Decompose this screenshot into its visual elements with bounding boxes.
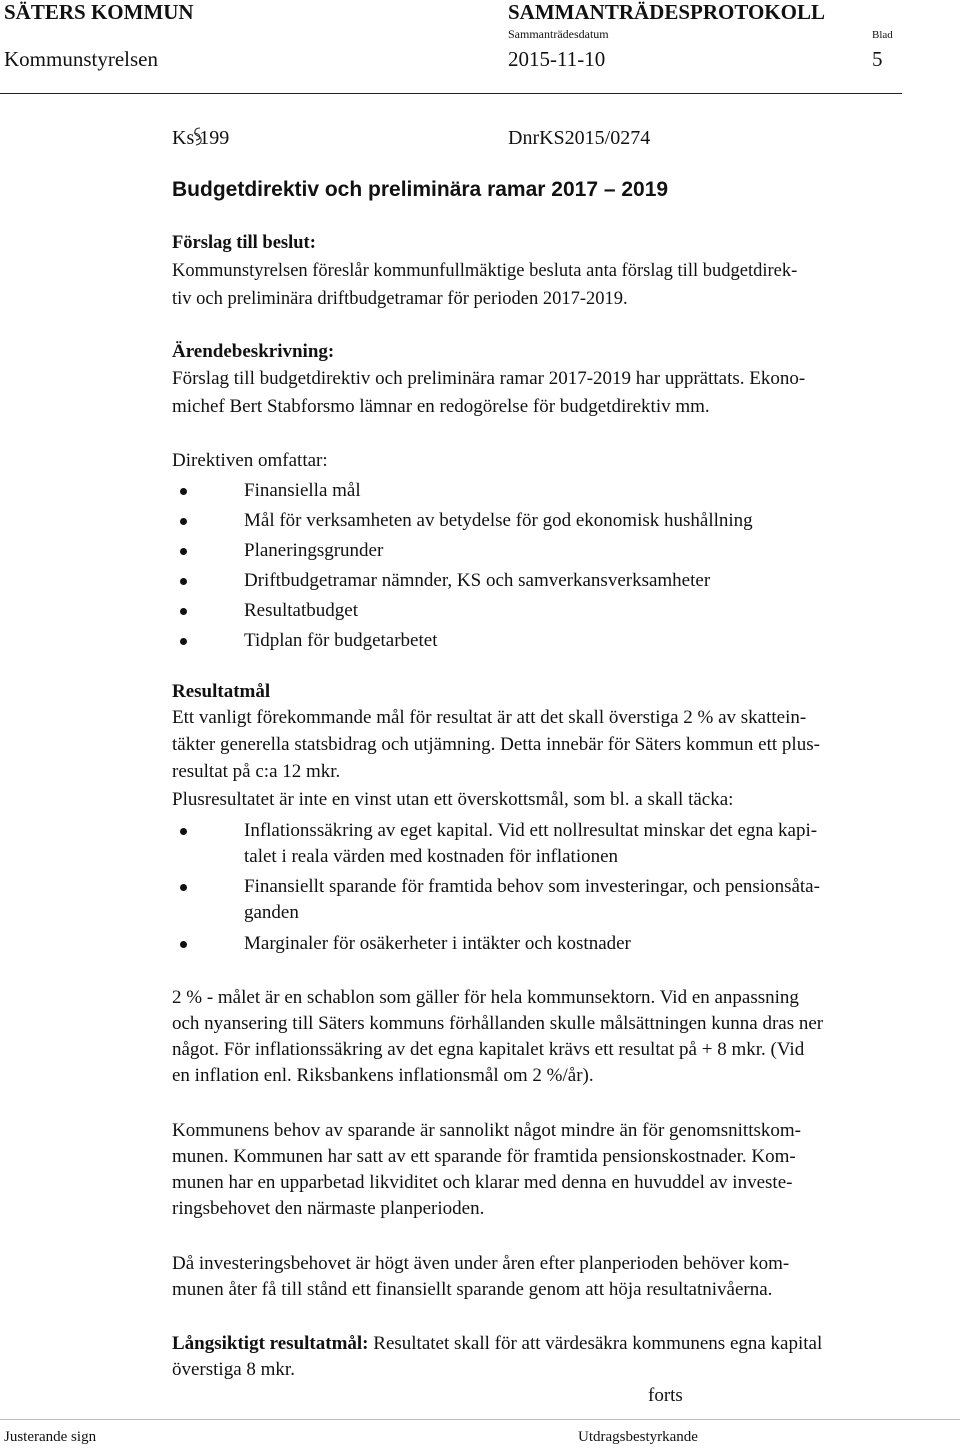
page-number: 5 bbox=[872, 47, 883, 71]
date-label: Sammanträdesdatum bbox=[508, 27, 609, 41]
paragraph-invest: Då investeringsbehovet är högt även under åren efter planperioden behöver kom- munen åter få till stånd ett finansiellt sparande genom att höja resultatnivåerna. bbox=[172, 1253, 790, 1300]
case-number: Ks 199 bbox=[172, 127, 230, 149]
meeting-date: 2015-11-10 bbox=[508, 47, 606, 71]
bullet-icon bbox=[180, 518, 187, 525]
page-label: Blad bbox=[872, 29, 893, 41]
doc-type: SAMMANTRÄDESPROTOKOLL bbox=[508, 0, 825, 24]
list-item: Finansiella mål bbox=[172, 478, 960, 504]
header-rule bbox=[0, 93, 902, 94]
list-item: Tidplan för budgetarbetet bbox=[172, 628, 960, 654]
proposal-heading: Förslag till beslut: bbox=[172, 233, 316, 253]
dnr: DnrKS2015/0274 bbox=[508, 127, 651, 149]
list-item: Mål för verksamheten av betydelse för god ekonomisk hushållning bbox=[172, 508, 960, 534]
list-item: Driftbudgetramar nämnder, KS och samverkansverksamheter bbox=[172, 568, 960, 594]
bullet-icon bbox=[180, 488, 187, 495]
bullet-icon bbox=[180, 638, 187, 645]
list-item: Resultatbudget bbox=[172, 598, 960, 624]
section-sign-icon bbox=[190, 126, 204, 150]
result-goal-line-2: täkter generella statsbidrag och utjämning. Detta innebär för Säters kommun ett plus- bbox=[172, 734, 820, 755]
bullet-icon bbox=[180, 548, 187, 555]
description-heading: Ärendebeskrivning: bbox=[172, 341, 335, 362]
body-name: Kommunstyrelsen bbox=[4, 47, 158, 71]
long-term-goal: Långsiktigt resultatmål: Resultatet skall för att värdesäkra kommunens egna kapital överstiga 8 mkr. bbox=[172, 1333, 823, 1380]
description-line-2: michef Bert Stabforsmo lämnar en redogörelse för budgetdirektiv mm. bbox=[172, 396, 710, 417]
proposal-line-2: tiv och preliminära driftbudgetramar för perioden 2017-2019. bbox=[172, 289, 628, 309]
bullet-icon bbox=[180, 941, 187, 948]
case-title: Budgetdirektiv och preliminära ramar 2017 – 2019 bbox=[172, 178, 669, 201]
bullet-icon bbox=[180, 608, 187, 615]
directives-intro: Direktiven omfattar: bbox=[172, 450, 328, 471]
bullet-icon bbox=[180, 828, 187, 835]
list-item: Finansiellt sparande för framtida behov som investeringar, och pensionsåta- ganden bbox=[172, 874, 960, 926]
bullet-icon bbox=[180, 578, 187, 585]
org-name: SÄTERS KOMMUN bbox=[4, 0, 194, 24]
description-line-1: Förslag till budgetdirektiv och preliminära ramar 2017-2019 har upprättats. Ekono- bbox=[172, 368, 806, 389]
footer-rule bbox=[0, 1419, 960, 1420]
paragraph-schablon: 2 % - målet är en schablon som gäller för hela kommunsektorn. Vid en anpassning och nyansering till Säters kommuns förhållanden skulle målsättningen kunna dras ner något. För inflationssäkring av det egna kapitalet krävs ett resultat på + 8 mkr. (Vid en inflation enl. Riksbankens inflationsmål om 2 %/år). bbox=[172, 987, 824, 1086]
proposal-line-1: Kommunstyrelsen föreslår kommunfullmäktige besluta anta förslag till budgetdirek- bbox=[172, 261, 798, 281]
paragraph-sparande: Kommunens behov av sparande är sannolikt något mindre än för genomsnittskom- munen. Kommunen har satt av ett sparande för framtida pensionskostnader. Kom- munen har en upparbetad likviditet och klarar med denna en huvuddel av investe- ringsbehovet den närmaste planperioden. bbox=[172, 1120, 801, 1219]
footer-sign: Justerande sign bbox=[4, 1429, 97, 1445]
list-item: Marginaler för osäkerheter i intäkter och kostnader bbox=[172, 931, 960, 957]
result-goal-heading: Resultatmål bbox=[172, 681, 271, 702]
result-goal-line-3: resultat på c:a 12 mkr. bbox=[172, 761, 341, 782]
result-goal-line-4: Plusresultatet är inte en vinst utan ett överskottsmål, som bl. a skall täcka: bbox=[172, 789, 734, 810]
bullet-icon bbox=[180, 884, 187, 891]
list-item: Inflationssäkring av eget kapital. Vid ett nollresultat minskar det egna kapi- talet i reala värden med kostnaden för inflationen bbox=[172, 818, 960, 870]
result-goal-line-1: Ett vanligt förekommande mål för resultat är att det skall överstiga 2 % av skattein- bbox=[172, 707, 807, 728]
list-item: Planeringsgrunder bbox=[172, 538, 960, 564]
footer-extract: Utdragsbestyrkande bbox=[578, 1429, 698, 1445]
long-term-label: Långsiktigt resultatmål: bbox=[172, 1333, 369, 1354]
continued-label: forts bbox=[648, 1385, 683, 1406]
